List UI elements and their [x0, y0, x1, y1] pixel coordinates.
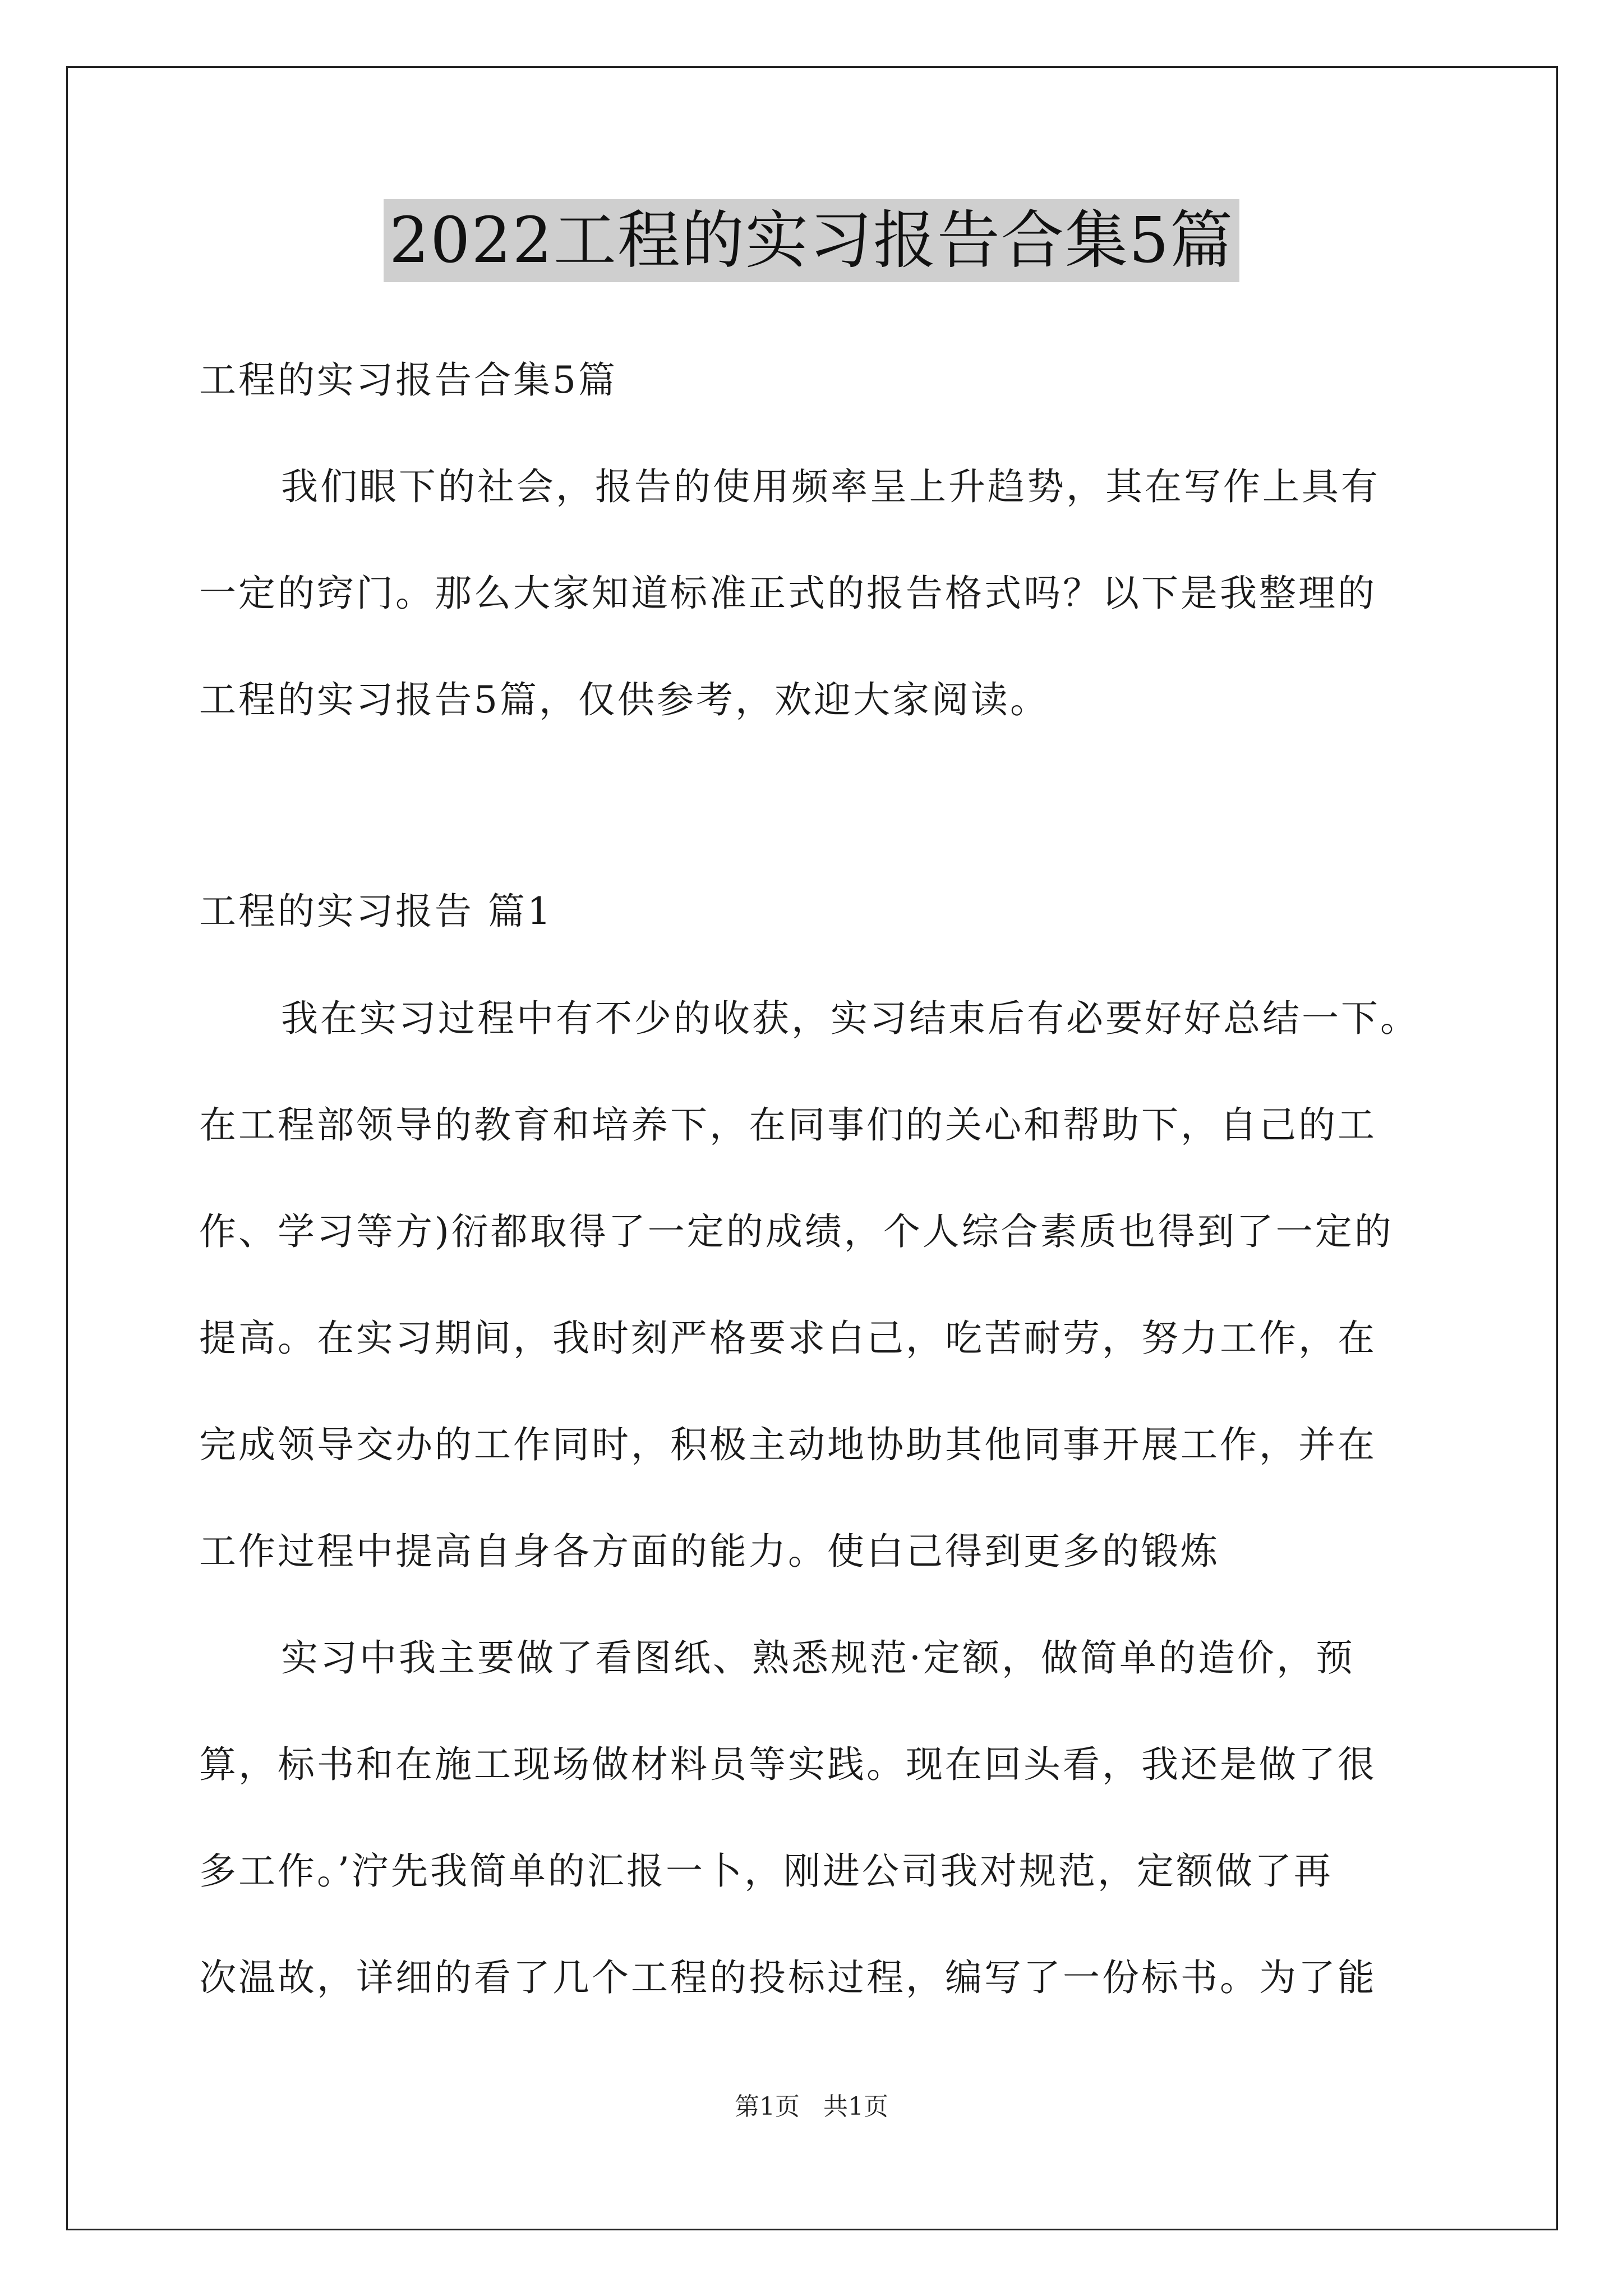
page-total: 共1页: [823, 2092, 888, 2121]
paragraph-line: 实习中我主要做了看图纸、熟悉规范·定额，做简单的造价，预: [281, 1636, 1355, 1680]
page-footer: [0, 2091, 1623, 2123]
intro-line: 我们眼下的社会，报告的使用频率呈上升趋势，其在写作上具有: [281, 465, 1380, 508]
paragraph-line: 算，标书和在施工现场做材料员等实践。现在回头看，我还是做了很: [199, 1743, 1377, 1786]
paragraph-line: 我在实习过程中有不少的收获，实习结束后有必要好好总结一下。: [281, 997, 1419, 1040]
title-container: [0, 199, 1623, 282]
paragraph-line: 在工程部领导的教育和培养下，在同事们的关心和帮助下，自己的工: [199, 1103, 1377, 1147]
paragraph-line: 多工作。’泞先我简单的汇报一卜，刚进公司我对规范，定额做了再: [199, 1849, 1333, 1893]
paragraph-line: 次温故，详细的看了几个工程的投标过程，编写了一份标书。为了能: [199, 1956, 1377, 1999]
paragraph-line: 作、学习等方)衍都取得了一定的成绩，个人综合素质也得到了一定的: [199, 1210, 1394, 1253]
paragraph-line: 完成领导交办的工作同时，积极主动地协助其他同事开展工作，并在: [199, 1423, 1377, 1466]
intro-line: 工程的实习报告5篇，仅供参考，欢迎大家阅读。: [199, 678, 1049, 721]
intro-line: 一定的窍门。那么大家知道标准正式的报告格式吗？以下是我整理的: [199, 572, 1377, 615]
section-heading: 工程的实习报告 篇1: [199, 890, 553, 933]
page-number: 第1页: [735, 2092, 800, 2121]
document-subtitle: 工程的实习报告合集5篇: [199, 358, 617, 402]
document-title: 2022工程的实习报告合集5篇: [384, 199, 1239, 282]
paragraph-line: 提高。在实习期间，我时刻严格要求白己，吃苦耐劳，努力工作，在: [199, 1317, 1377, 1360]
paragraph-line: 工作过程中提高自身各方面的能力。使白己得到更多的锻炼: [199, 1530, 1220, 1573]
